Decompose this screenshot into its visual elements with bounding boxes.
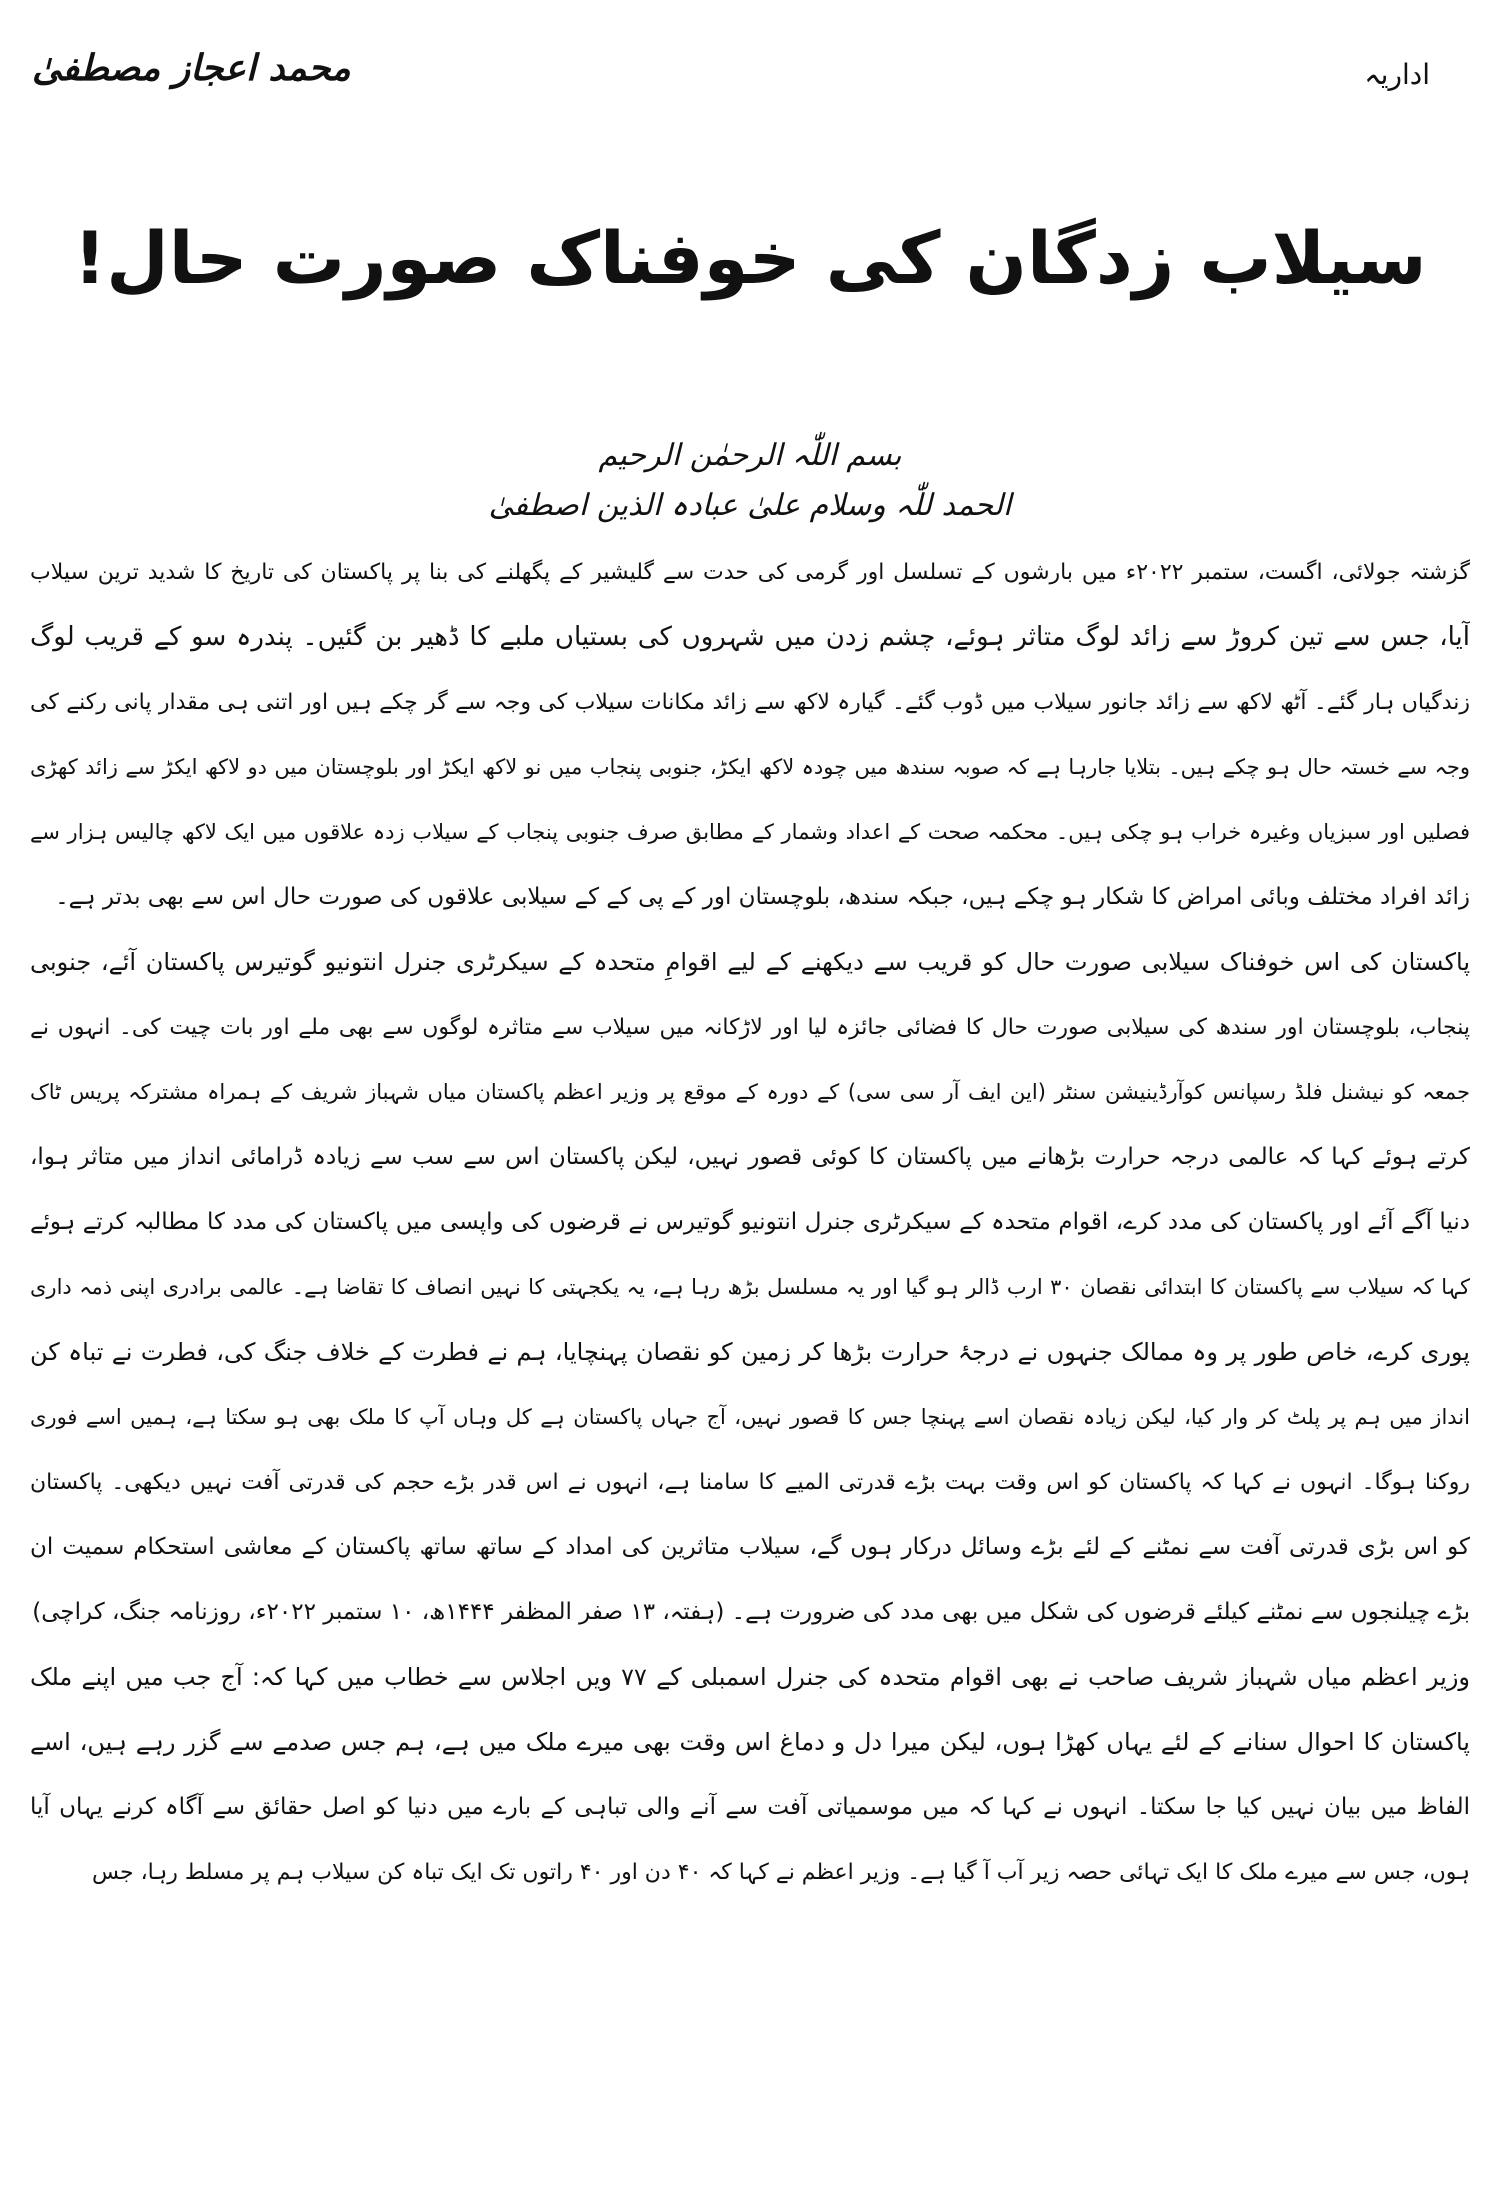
- text-line: پاکستان کا احوال سنانے کے لئے یہاں کھڑا ہوں، لیکن میرا دل و دماغ اس وقت بھی میرے ملک میں ہے، ہم جس صدمے سے گزر رہے ہیں، اسے: [30, 1728, 1470, 1756]
- article-body: [30, 540, 1470, 1905]
- text-line: پنجاب، بلوچستان اور سندھ کی سیلابی صورت حال کا فضائی جائزہ لیا اور لاڑکانہ میں سیلاب سے متاثرہ لوگوں سے بھی ملے اور بات چیت کی۔ انہوں نے: [30, 1015, 1470, 1040]
- text-line: زندگیاں ہار گئے۔ آٹھ لاکھ سے زائد جانور سیلاب میں ڈوب گئے۔ گیارہ لاکھ سے زائد مکانات سیلاب کی وجہ سے گر چکے ہیں اور اتنی ہی مقدار پانی رکنے کی: [30, 690, 1470, 715]
- text-line: وجہ سے خستہ حال ہو چکے ہیں۔ بتلایا جارہا ہے کہ صوبہ سندھ میں چودہ لاکھ ایکڑ، جنوبی پنجاب میں نو لاکھ ایکڑ اور بلوچستان میں دو لاکھ ایکڑ سے زائد کھڑی: [30, 755, 1470, 779]
- text-line: کرتے ہوئے کہا کہ عالمی درجہ حرارت بڑھانے میں پاکستان کا کوئی قصور نہیں، لیکن پاکستان اس سے سب سے زیادہ ڈرامائی انداز میں متاثر ہوا،: [30, 1144, 1470, 1170]
- text-line: پوری کرے، خاص طور پر وہ ممالک جنہوں نے درجۂ حرارت بڑھا کر زمین کو نقصان پہنچایا، ہم نے فطرت کے خلاف جنگ کی، فطرت نے تباہ کن: [30, 1338, 1470, 1366]
- text-line: زائد افراد مختلف وبائی امراض کا شکار ہو چکے ہیں، جبکہ سندھ، بلوچستان اور کے پی کے کے سیلابی علاقوں کی صورت حال اس سے بھی بدتر ہے۔: [55, 884, 1470, 910]
- text-line: وزیر اعظم میاں شہباز شریف صاحب نے بھی اقوام متحدہ کی جنرل اسمبلی کے ۷۷ ویں اجلاس سے خطاب میں کہا کہ: آج جب میں اپنے ملک: [30, 1663, 1470, 1691]
- text-line: ہوں، جس سے میرے ملک کا ایک تہائی حصہ زیر آب آ گیا ہے۔ وزیر اعظم نے کہا کہ ۴۰ دن اور ۴۰ راتوں تک ایک تباہ کن سیلاب ہم پر مسلط رہا، جس: [91, 1860, 1470, 1885]
- article-paragraph: [30, 540, 1470, 930]
- text-line: الفاظ میں بیان نہیں کیا جا سکتا۔ انہوں نے کہا کہ میں موسمیاتی آفت سے آنے والی تباہی کے بارے میں دنیا کو اصل حقائق سے آگاہ کرنے یہاں آیا: [30, 1794, 1470, 1820]
- text-line: پاکستان کی اس خوفناک سیلابی صورت حال کو قریب سے دیکھنے کے لیے اقوامِ متحدہ کے سیکرٹری جنرل انتونیو گوتیرس پاکستان آئے، جنوبی: [30, 948, 1470, 976]
- text-line: کو اس بڑی قدرتی آفت سے نمٹنے کے لئے بڑے وسائل درکار ہوں گے، سیلاب متاثرین کی امداد کے ساتھ ساتھ پاکستان کے معاشی استحکام سمیت ان: [30, 1534, 1470, 1560]
- text-line: دنیا آگے آئے اور پاکستان کی مدد کرے، اقوام متحدہ کے سیکرٹری جنرل انتونیو گوتیرس نے قرضوں کی واپسی میں پاکستان کی مدد کا مطالبہ کرتے ہوئے: [30, 1209, 1470, 1235]
- article-title: سیلاب زدگان کی خوفناک صورت حال!: [73, 216, 1427, 300]
- author-name: محمد اعجاز مصطفیٰ: [32, 48, 351, 89]
- bismillah-line: بسم اللّٰہ الرحمٰن الرحیم: [598, 438, 902, 473]
- text-line: بڑے چیلنجوں سے نمٹنے کیلئے قرضوں کی شکل میں بھی مدد کی ضرورت ہے۔ (ہفتہ، ۱۳ صفر المظفر ۱۴۴۴ھ، ۱۰ ستمبر ۲۰۲۲ء، روزنامہ جنگ، کراچی): [32, 1599, 1470, 1625]
- section-label: اداریہ: [1364, 58, 1430, 91]
- text-line: آیا، جس سے تین کروڑ سے زائد لوگ متاثر ہوئے، چشم زدن میں شہروں کی بستیاں ملبے کا ڈھیر بن گئیں۔ پندرہ سو کے قریب لوگ: [30, 622, 1470, 652]
- article-paragraph: [30, 1645, 1470, 1905]
- text-line: گزشتہ جولائی، اگست، ستمبر ۲۰۲۲ء میں بارشوں کے تسلسل اور گرمی کی حدت سے گلیشیر کے پگھلنے کی بنا پر پاکستان کی تاریخ کا شدید ترین سیلاب: [30, 560, 1470, 585]
- hamd-line: الحمد للّٰہ وسلام علیٰ عبادہ الذین اصطفیٰ: [488, 488, 1012, 523]
- text-line: روکنا ہوگا۔ انہوں نے کہا کہ پاکستان کو اس وقت بہت بڑے قدرتی المیے کا سامنا ہے، انہوں نے اس قدر بڑے حجم کی قدرتی آفت نہیں دیکھی۔ پاکستان: [30, 1470, 1470, 1495]
- text-line: جمعہ کو نیشنل فلڈ رسپانس کوآرڈینیشن سنٹر (این ایف آر سی سی) کے دورہ کے موقع پر وزیر اعظم پاکستان میاں شہباز شریف کے ہمراہ مشترکہ پریس ٹاک: [30, 1080, 1470, 1104]
- text-line: فصلیں اور سبزیاں وغیرہ خراب ہو چکی ہیں۔ محکمہ صحت کے اعداد وشمار کے مطابق صرف جنوبی پنجاب کے سیلاب زدہ علاقوں میں ایک لاکھ چالیس ہزار سے: [30, 820, 1470, 844]
- article-paragraph: [30, 930, 1470, 1645]
- text-line: کہا کہ سیلاب سے پاکستان کا ابتدائی نقصان ۳۰ ارب ڈالر ہو گیا اور یہ مسلسل بڑھ رہا ہے، یہ یکجہتی کا نہیں انصاف کا تقاضا ہے۔ عالمی برادری اپنی ذمہ داری: [30, 1275, 1470, 1299]
- text-line: انداز میں ہم پر پلٹ کر وار کیا، لیکن زیادہ نقصان اسے پہنچا جس کا قصور نہیں، آج جہاں پاکستان ہے کل وہاں آپ کا ملک بھی ہو سکتا ہے، ہمیں اسے فوری: [30, 1405, 1470, 1429]
